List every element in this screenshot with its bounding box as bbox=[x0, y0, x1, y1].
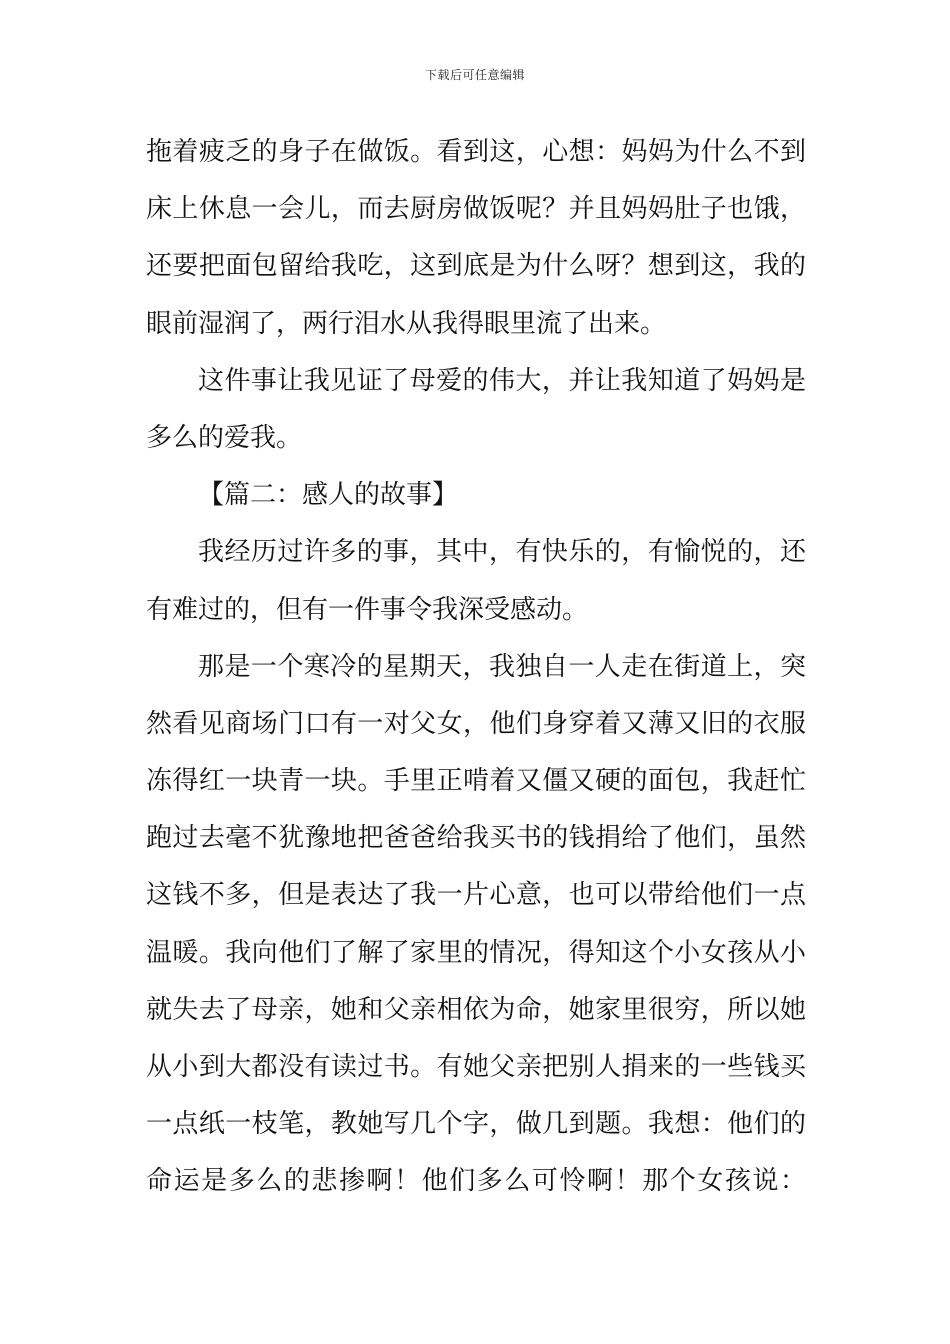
text-line: 跑过去毫不犹豫地把爸爸给我买书的钱捐给了他们，虽然 bbox=[146, 823, 806, 854]
text-line: 这件事让我见证了母爱的伟大，并让我知道了妈妈是 bbox=[198, 365, 806, 396]
text-line: 冻得红一块青一块。手里正啃着又僵又硬的面包，我赶忙 bbox=[146, 766, 806, 797]
text-line: 眼前湿润了，两行泪水从我得眼里流了出来。 bbox=[146, 308, 667, 339]
page-header: 下载后可任意编辑 bbox=[424, 68, 525, 82]
text-line: 床上休息一会儿，而去厨房做饭呢？并且妈妈肚子也饿， bbox=[146, 194, 806, 225]
text-line: 拖着疲乏的身子在做饭。看到这，心想：妈妈为什么不到 bbox=[146, 137, 806, 167]
text-line: 命运是多么的悲掺啊！他们多么可怜啊！那个女孩说： bbox=[146, 1166, 806, 1197]
text-line: 那是一个寒冷的星期天，我独自一人走在街道上，突 bbox=[198, 651, 806, 682]
text-line: 从小到大都没有读过书。有她父亲把别人捐来的一些钱买 bbox=[146, 1052, 806, 1082]
text-line: 就失去了母亲，她和父亲相依为命，她家里很穷，所以她 bbox=[146, 994, 806, 1025]
document-body bbox=[146, 124, 806, 1211]
text-line: 一点纸一枝笔，教她写几个字，做几到题。我想：他们的 bbox=[146, 1109, 806, 1140]
text-line: 还要把面包留给我吃，这到底是为什么呀？想到这，我的 bbox=[146, 251, 806, 282]
text-line: 有难过的，但有一件事令我深受感动。 bbox=[146, 594, 589, 625]
text-line: 温暖。我向他们了解了家里的情况，得知这个小女孩从小 bbox=[146, 937, 806, 968]
text-line: 然看见商场门口有一对父女，他们身穿着又薄又旧的衣服 bbox=[146, 708, 806, 739]
text-line: 多么的爱我。 bbox=[146, 422, 303, 453]
section-heading: 【篇二：感人的故事】 bbox=[198, 480, 459, 511]
text-line: 我经历过许多的事，其中，有快乐的，有愉悦的，还 bbox=[198, 537, 806, 568]
text-line: 这钱不多，但是表达了我一片心意，也可以带给他们一点 bbox=[146, 880, 806, 911]
